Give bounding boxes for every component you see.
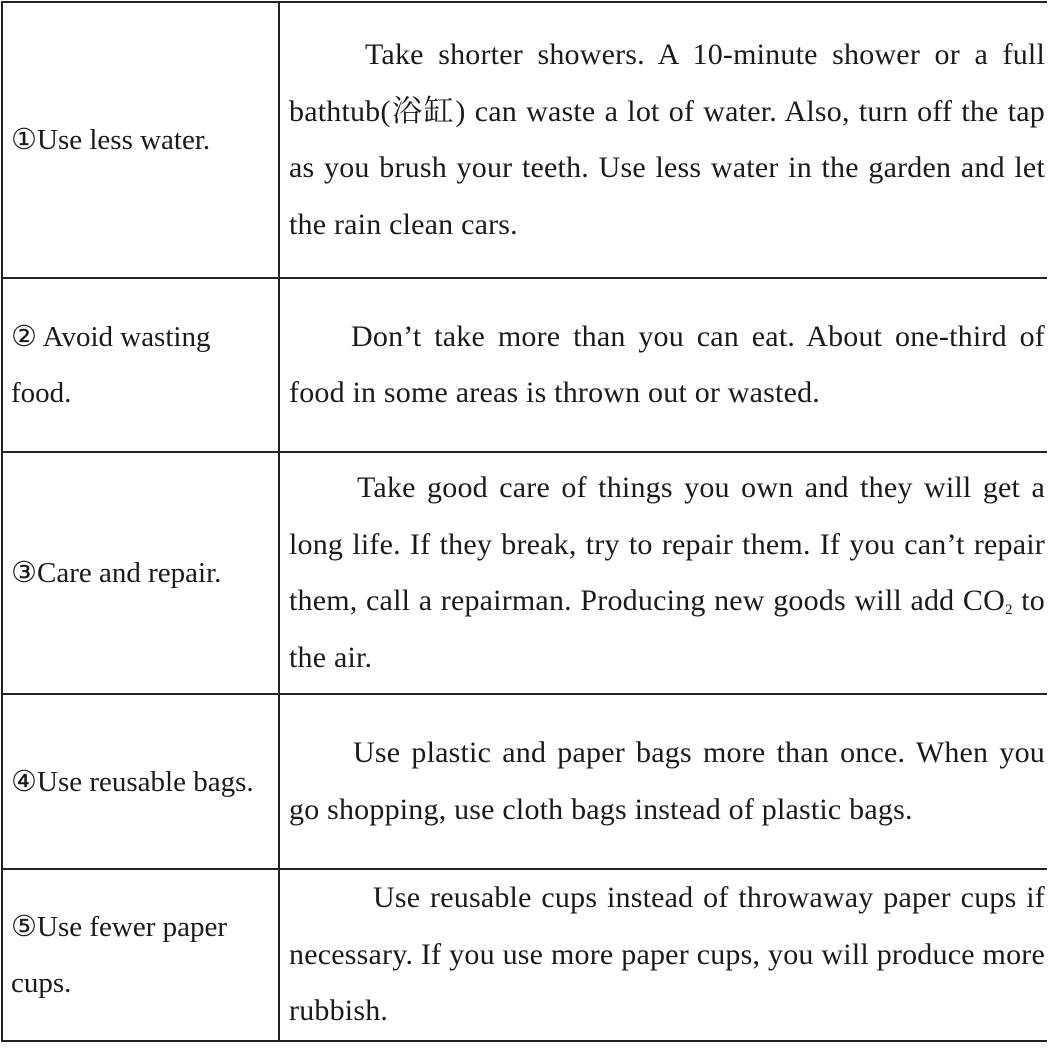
tip-cell [2, 278, 279, 452]
tip-detail: Don’t take more than you can eat. About one-third of food in some areas is thrown out or wasted. [289, 319, 1045, 409]
table-row [2, 869, 1047, 1041]
tip-detail: Use plastic and paper bags more than once. When you go shopping, use cloth bags instead of plastic bags. [289, 736, 1045, 826]
detail-cell [279, 694, 1047, 869]
detail-cell [279, 869, 1047, 1041]
tip-cell [2, 452, 279, 694]
tip-title: ③Care and repair. [11, 557, 222, 589]
detail-cell [279, 278, 1047, 452]
subscript-text: 2 [1005, 602, 1013, 618]
tip-cell [2, 2, 279, 278]
table-row [2, 694, 1047, 869]
table-row [2, 2, 1047, 278]
detail-cell [279, 2, 1047, 278]
tip-detail: Use reusable cups instead of throwaway paper cups if necessary. If you use more paper cups, you will produce more rubbish. [289, 881, 1045, 1028]
table-row [2, 278, 1047, 452]
table-row [2, 452, 1047, 694]
tip-title: ④Use reusable bags. [11, 765, 254, 798]
tips-table [1, 1, 1047, 1042]
tip-title: ② Avoid wasting food. [11, 321, 211, 409]
tip-detail: Take shorter showers. A 10-minute shower or a full bathtub(浴缸) can waste a lot of water. Also, turn off the tap as you brush your teeth. Use less water in the garden and let the rain clean cars. [289, 38, 1045, 241]
tip-cell [2, 869, 279, 1041]
tip-title: ⑤Use fewer paper cups. [11, 911, 227, 999]
tip-cell [2, 694, 279, 869]
tip-detail-end: to the air. [289, 584, 1046, 674]
tip-detail: Take good care of things you own and they will get a long life. If they break, try to repair them. If you can’t repair them, call a repairman. Producing new goods will add CO [289, 471, 1045, 617]
detail-cell [279, 452, 1047, 694]
tip-title: ①Use less water. [11, 124, 211, 156]
